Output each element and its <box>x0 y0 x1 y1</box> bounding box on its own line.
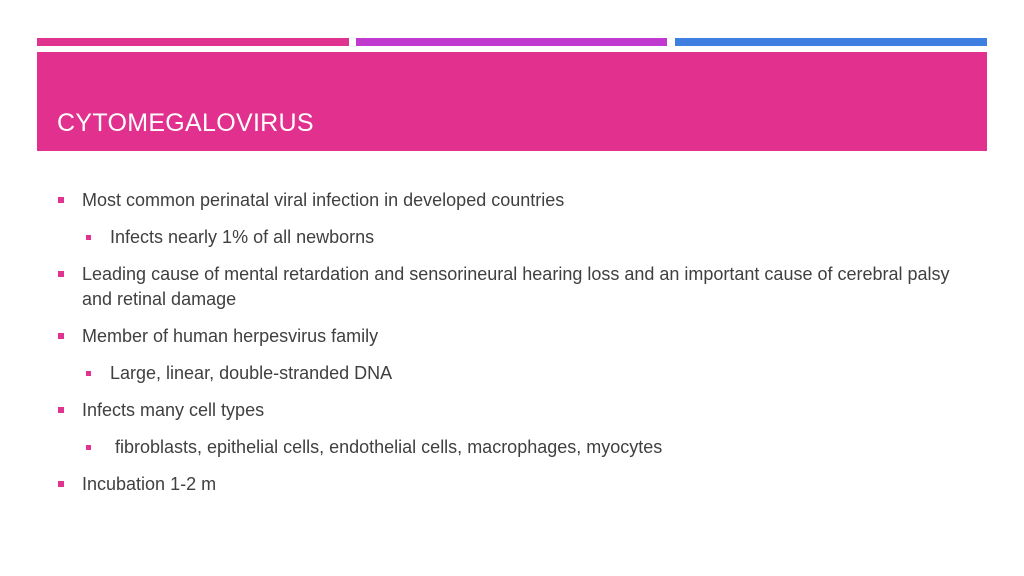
accent-bar-purple <box>356 38 667 46</box>
sub-bullet-item <box>57 361 977 386</box>
accent-bar-blue <box>675 38 987 46</box>
bullet-item <box>57 188 977 213</box>
square-bullet-icon <box>58 481 64 487</box>
bullet-text: Large, linear, double-stranded DNA <box>110 363 393 383</box>
bullet-text: Infects nearly 1% of all newborns <box>110 227 375 247</box>
bullet-text: Most common perinatal viral infection in developed countries <box>82 190 565 210</box>
bullet-item <box>57 398 977 423</box>
square-bullet-icon <box>86 371 91 376</box>
square-bullet-icon <box>58 197 64 203</box>
square-bullet-icon <box>58 333 64 339</box>
bullet-text: Leading cause of mental retardation and sensorineural hearing loss and an important cause of cerebral palsy and retinal damage <box>82 264 950 309</box>
bullet-text: Incubation 1-2 m <box>82 474 217 494</box>
title-band <box>37 52 987 151</box>
square-bullet-icon <box>86 445 91 450</box>
bullet-item <box>57 324 977 349</box>
square-bullet-icon <box>58 407 64 413</box>
bullet-list <box>57 188 977 509</box>
slide-title: CYTOMEGALOVIRUS <box>57 109 314 137</box>
square-bullet-icon <box>86 235 91 240</box>
bullet-item <box>57 262 977 312</box>
bullet-item <box>57 472 977 497</box>
sub-bullet-item <box>57 435 977 460</box>
square-bullet-icon <box>58 271 64 277</box>
bullet-text: Member of human herpesvirus family <box>82 326 379 346</box>
accent-bar-pink <box>37 38 349 46</box>
sub-bullet-item <box>57 225 977 250</box>
bullet-text: fibroblasts, epithelial cells, endothelial cells, macrophages, myocytes <box>110 437 663 457</box>
bullet-text: Infects many cell types <box>82 400 265 420</box>
